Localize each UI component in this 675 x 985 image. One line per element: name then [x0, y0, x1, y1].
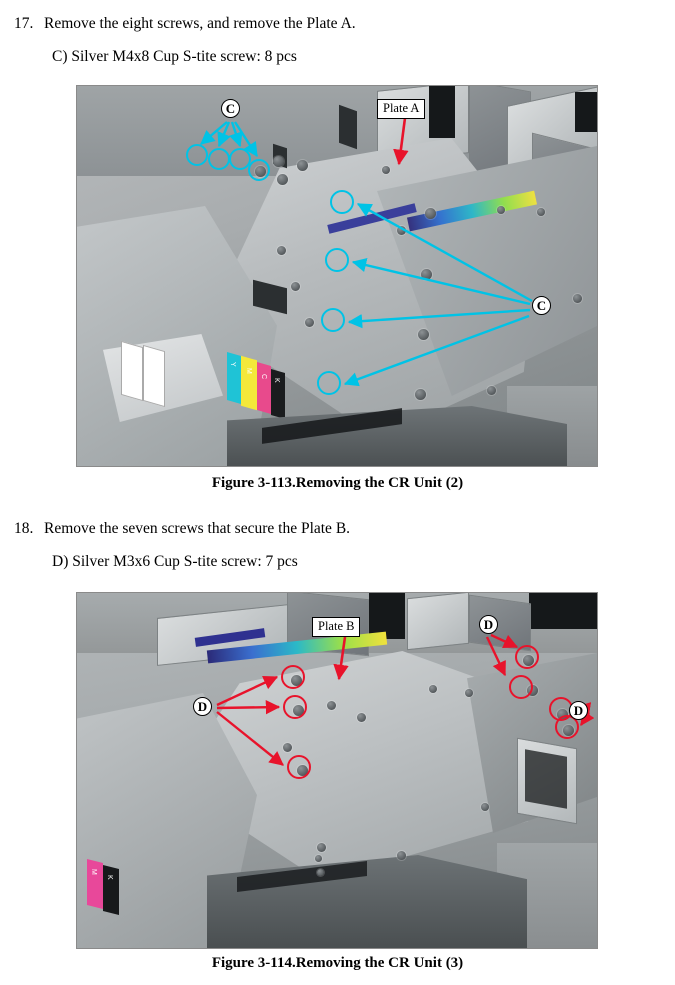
step-18-number: 18.: [14, 520, 34, 537]
callout-circle-d5: [509, 675, 533, 699]
callout-badge-d-right: D: [569, 701, 588, 720]
figure-3-114-caption: Figure 3-114.Removing the CR Unit (3): [211, 955, 464, 971]
callout-circle-2: [208, 148, 230, 170]
callout-circle-6: [325, 248, 349, 272]
figure-3-113-image: Y M C K C C Plate A: [76, 85, 598, 467]
callout-badge-d-left: D: [193, 697, 212, 716]
callout-circle-d2: [283, 695, 307, 719]
plate-b-label: Plate B: [312, 617, 360, 637]
step-17: [14, 15, 654, 34]
callout-circle-d1: [281, 665, 305, 689]
step-17-number: 17.: [14, 15, 34, 32]
callout-badge-c-top: C: [221, 99, 240, 118]
step-17-substep: C) Silver M4x8 Cup S-tite screw: 8 pcs: [52, 48, 297, 65]
figure-3-113-caption: Figure 3-113.Removing the CR Unit (2): [211, 475, 464, 491]
callout-circle-d3: [287, 755, 311, 779]
callout-badge-c-right: C: [532, 296, 551, 315]
step-18-substep: D) Silver M3x6 Cup S-tite screw: 7 pcs: [52, 553, 298, 570]
callout-circle-4: [248, 159, 270, 181]
step-18-text: Remove the seven screws that secure the Plate B.: [44, 520, 351, 537]
callout-circle-d4: [515, 645, 539, 669]
callout-circle-5: [330, 190, 354, 214]
callout-circle-1: [186, 144, 208, 166]
callout-badge-d-top: D: [479, 615, 498, 634]
callout-circle-8: [317, 371, 341, 395]
figure-3-114-image: M K D D D Plate B: [76, 592, 598, 949]
callout-circle-7: [321, 308, 345, 332]
step-17-text: Remove the eight screws, and remove the Plate A.: [44, 15, 356, 32]
step-18: [14, 520, 654, 539]
plate-a-label: Plate A: [377, 99, 425, 119]
